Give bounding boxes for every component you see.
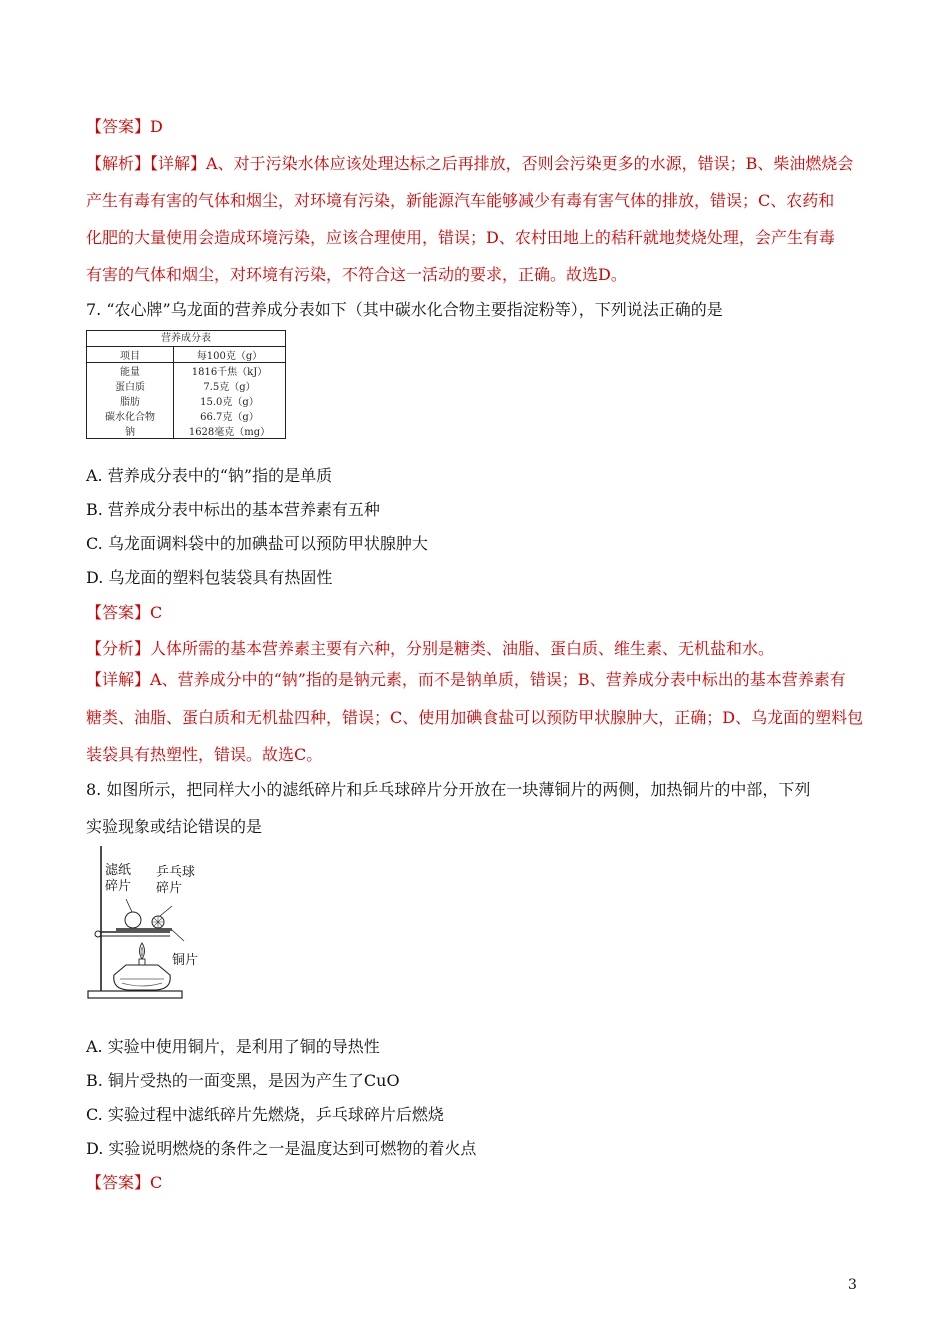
detail-line: 【详解】A、营养成分中的“钠”指的是钠元素，而不是钠单质，错误；B、营养成分表中标出的基本营养素有 (86, 670, 846, 689)
answer-line-q8 (86, 1173, 162, 1193)
answer-label: 【答案】 (86, 603, 151, 622)
label-filter-paper: 滤纸 碎片 (105, 863, 132, 894)
question-7-stem: 7. “农心牌”乌龙面的营养成分表如下（其中碳水化合物主要指淀粉等），下列说法正确的是 (86, 300, 723, 319)
analysis-line: 有害的气体和烟尘，对环境有污染，不符合这一活动的要求，正确。故选D。 (86, 265, 627, 284)
analysis-line: 产生有毒有害的气体和烟尘，对环境有污染，新能源汽车能够减少有毒有害气体的排放，错误；C、农药和 (86, 191, 835, 210)
answer-label: 【答案】 (86, 1173, 151, 1192)
table-row: 钠 1628毫克（mg） (87, 423, 286, 439)
analysis-line: 化肥的大量使用会造成环境污染，应该合理使用，错误；D、农村田地上的秸秆就地焚烧处理，会产生有毒 (86, 228, 835, 247)
answer-label: 【答案】 (86, 117, 151, 136)
option-d: D. 乌龙面的塑料包装袋具有热固性 (86, 568, 333, 587)
option-a: A. 实验中使用铜片，是利用了铜的导热性 (86, 1037, 380, 1056)
table-row: 脂肪 15.0克（g） (87, 393, 286, 408)
nutrition-table (86, 330, 286, 439)
answer-value: D (150, 117, 163, 136)
page-number: 3 (848, 1277, 857, 1293)
answer-value: C (150, 603, 163, 622)
analysis-label: 【分析】 (86, 639, 151, 658)
analysis-label: 【解析】【详解】 (86, 154, 207, 173)
table-row: 能量 1816千焦（kJ） (87, 363, 286, 379)
option-d: D. 实验说明燃烧的条件之一是温度达到可燃物的着火点 (86, 1139, 477, 1158)
experiment-figure (86, 843, 206, 1009)
table-row: 蛋白质 7.5克（g） (87, 378, 286, 393)
label-pingpong: 乒乓球 碎片 (156, 865, 196, 896)
answer-line-q6 (86, 117, 163, 137)
table-row: 碳水化合物 66.7克（g） (87, 408, 286, 423)
option-c: C. 乌龙面调料袋中的加碘盐可以预防甲状腺肿大 (86, 534, 428, 553)
question-8-stem: 8. 如图所示，把同样大小的滤纸碎片和乒乓球碎片分开放在一块薄铜片的两侧，加热铜片的中部，下列 (86, 780, 811, 799)
table-header: 每100克（g） (196, 351, 263, 362)
option-c: C. 实验过程中滤纸碎片先燃烧，乒乓球碎片后燃烧 (86, 1105, 444, 1124)
answer-line-q7 (86, 603, 162, 623)
table-header: 项目 (87, 347, 174, 363)
option-a: A. 营养成分表中的“钠”指的是单质 (86, 466, 333, 485)
answer-value: C (150, 1173, 163, 1192)
analysis-line: 【解析】【详解】A、对于污染水体应该处理达标之后再排放，否则会污染更多的水源，错误；B、柴油燃烧会 (86, 154, 854, 173)
nutrition-table-title: 营养成分表 (86, 330, 286, 346)
detail-line: 糖类、油脂、蛋白质和无机盐四种，错误；C、使用加碘食盐可以预防甲状腺肿大，正确；D、乌龙面的塑料包 (86, 708, 864, 727)
detail-line: 装袋具有热塑性，错误。故选C。 (86, 745, 323, 764)
option-b: B. 营养成分表中标出的基本营养素有五种 (86, 500, 380, 519)
option-b: B. 铜片受热的一面变黑，是因为产生了CuO (86, 1071, 400, 1090)
question-8-stem: 实验现象或结论错误的是 (86, 817, 263, 836)
detail-label: 【详解】 (86, 670, 151, 689)
label-copper: 铜片 (172, 953, 199, 968)
analysis-line: 【分析】人体所需的基本营养素主要有六种，分别是糖类、油脂、蛋白质、维生素、无机盐和水。 (86, 639, 775, 658)
